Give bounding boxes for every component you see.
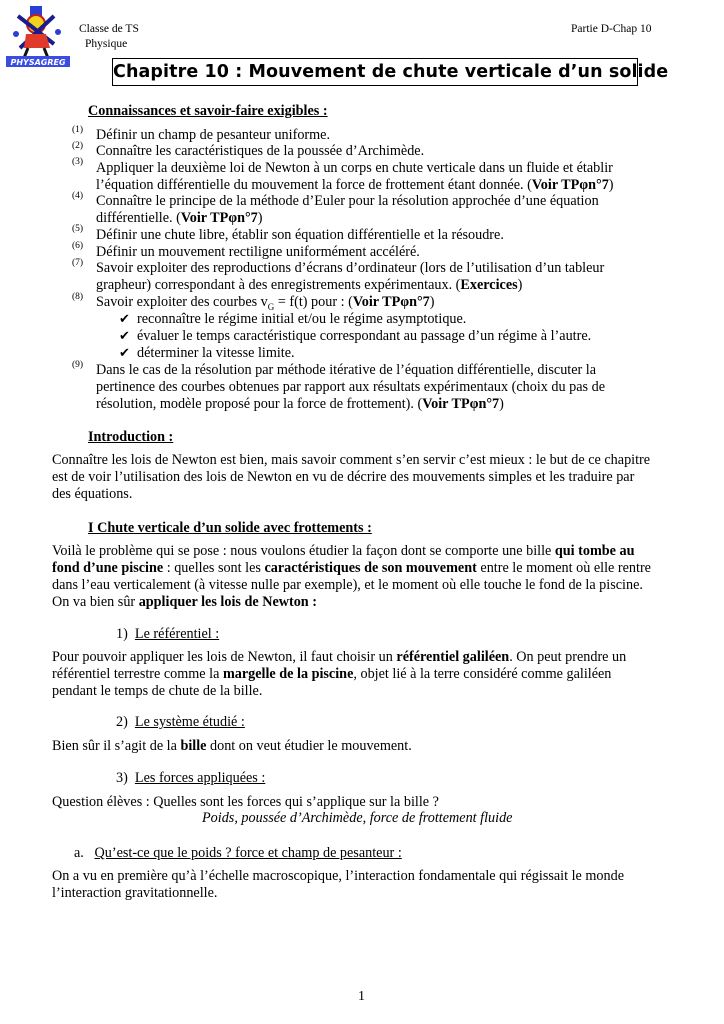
- intro-text: Connaître les lois de Newton est bien, mais savoir comment s’en servir c’est mieux : le but de ce chapitre: [52, 452, 651, 468]
- header-subject: Physique: [85, 38, 128, 50]
- check-icon: ✔: [119, 329, 130, 344]
- skill-item: Savoir exploiter des reproductions d’écrans d’ordinateur (lors de l’utilisation d’un tableur: [96, 260, 605, 276]
- question-text: Question élèves : Quelles sont les forces qui s’applique sur la bille ?: [52, 794, 439, 810]
- item-num: (9): [72, 360, 84, 370]
- item-num: (2): [72, 141, 84, 151]
- section-text: fond d’une piscine : quelles sont les caractéristiques de son mouvement entre le moment où elle rentre: [52, 560, 651, 576]
- section-heading: I Chute verticale d’un solide avec frottements :: [88, 520, 372, 536]
- skill-item: Connaître les caractéristiques de la poussée d’Archimède.: [96, 143, 425, 159]
- check-item: ✔ déterminer la vitesse limite.: [119, 345, 295, 361]
- physagreg-logo: [6, 4, 70, 68]
- body-text: Pour pouvoir appliquer les lois de Newton, il faut choisir un référentiel galiléen. On peut prendre un: [52, 649, 627, 665]
- subsection-heading: 3) Les forces appliquées :: [116, 770, 266, 786]
- check-item: ✔ reconnaître le régime initial et/ou le régime asymptotique.: [119, 311, 467, 327]
- tp-reference: Voir TPφn°7: [422, 396, 500, 412]
- check-icon: ✔: [119, 312, 130, 327]
- intro-heading: Introduction :: [88, 429, 174, 445]
- skill-item: Définir un champ de pesanteur uniforme.: [96, 127, 331, 143]
- skills-heading: Connaissances et savoir-faire exigibles :: [88, 103, 328, 119]
- answer-text: Poids, poussée d’Archimède, force de frottement fluide: [202, 810, 513, 826]
- item-num: (3): [72, 157, 84, 167]
- subsection-heading: 1) Le référentiel :: [116, 626, 220, 642]
- intro-text: des équations.: [52, 486, 133, 502]
- logo-text: PHYSAGREG: [10, 58, 66, 67]
- header-part: Partie D-Chap 10: [571, 23, 652, 35]
- item-num: (8): [72, 292, 84, 302]
- tp-reference: Voir TPφn°7: [352, 294, 430, 310]
- body-text: l’interaction gravitationnelle.: [52, 885, 218, 901]
- skill-item-cont: différentielle. (Voir TPφn°7): [96, 210, 263, 226]
- page-number: 1: [358, 989, 365, 1004]
- item-num: (1): [72, 125, 84, 135]
- tp-reference: Voir TPφn°7: [531, 177, 609, 193]
- skill-item: Définir une chute libre, établir son équation différentielle et la résoudre.: [96, 227, 504, 243]
- item-num: (4): [72, 191, 84, 201]
- chapter-title: Chapitre 10 : Mouvement de chute verticale d’un solide: [112, 58, 638, 86]
- skill-item: Définir un mouvement rectiligne uniformément accéléré.: [96, 244, 420, 260]
- header-class: Classe de TS: [79, 23, 139, 35]
- skill-item-cont: pertinence des courbes obtenues par rapport aux résultats expérimentaux (choix du pas de: [96, 379, 605, 395]
- section-text: Voilà le problème qui se pose : nous voulons étudier la façon dont se comporte une bille qui tombe au: [52, 543, 635, 559]
- item-num: (6): [72, 241, 84, 251]
- skill-item-cont: grapheur) correspondant à des enregistrements expérimentaux. (Exercices): [96, 277, 523, 293]
- skill-item: Appliquer la deuxième loi de Newton à un corps en chute verticale dans un fluide et établir: [96, 160, 613, 176]
- exercises-reference: Exercices: [460, 277, 518, 293]
- section-text: On va bien sûr appliquer les lois de Newton :: [52, 594, 317, 610]
- check-icon: ✔: [119, 346, 130, 361]
- item-num: (5): [72, 224, 84, 234]
- body-text: Bien sûr il s’agit de la bille dont on veut étudier le mouvement.: [52, 738, 412, 754]
- skill-item: Connaître le principe de la méthode d’Euler pour la résolution approchée d’une équation: [96, 193, 599, 209]
- body-text: On a vu en première qu’à l’échelle macroscopique, l’interaction fondamentale qui régissait le monde: [52, 868, 625, 884]
- skill-item: Dans le cas de la résolution par méthode itérative de l’équation différentielle, discuter la: [96, 362, 597, 378]
- item-num: (7): [72, 258, 84, 268]
- body-text: référentiel terrestre comme la margelle de la piscine, objet lié à la terre considéré comme galiléen: [52, 666, 612, 682]
- intro-text: est de voir l’utilisation des lois de Newton en vu de décrire des mouvements simples et les traduire par: [52, 469, 635, 485]
- body-text: pendant le temps de chute de la bille.: [52, 683, 263, 699]
- tp-reference: Voir TPφn°7: [180, 210, 258, 226]
- check-item: ✔ évaluer le temps caractéristique correspondant au passage d’un régime à l’autre.: [119, 328, 592, 344]
- skill-item: Savoir exploiter des courbes $v_G = f(t)$ pour : (Voir TPφn°7): [96, 294, 435, 312]
- subsection-heading: a. Qu’est-ce que le poids ? force et champ de pesanteur :: [74, 845, 402, 861]
- subsection-heading: 2) Le système étudié :: [116, 714, 245, 730]
- section-text: dans l’eau verticalement (à vitesse nulle par exemple), et le moment où elle touche le fond de la piscine.: [52, 577, 643, 593]
- skill-item-cont: l’équation différentielle du mouvement la force de frottement étant donnée. (Voir TPφn°7): [96, 177, 614, 193]
- skill-item-cont: résolution, modèle proposé pour la force de frottement). (Voir TPφn°7): [96, 396, 504, 412]
